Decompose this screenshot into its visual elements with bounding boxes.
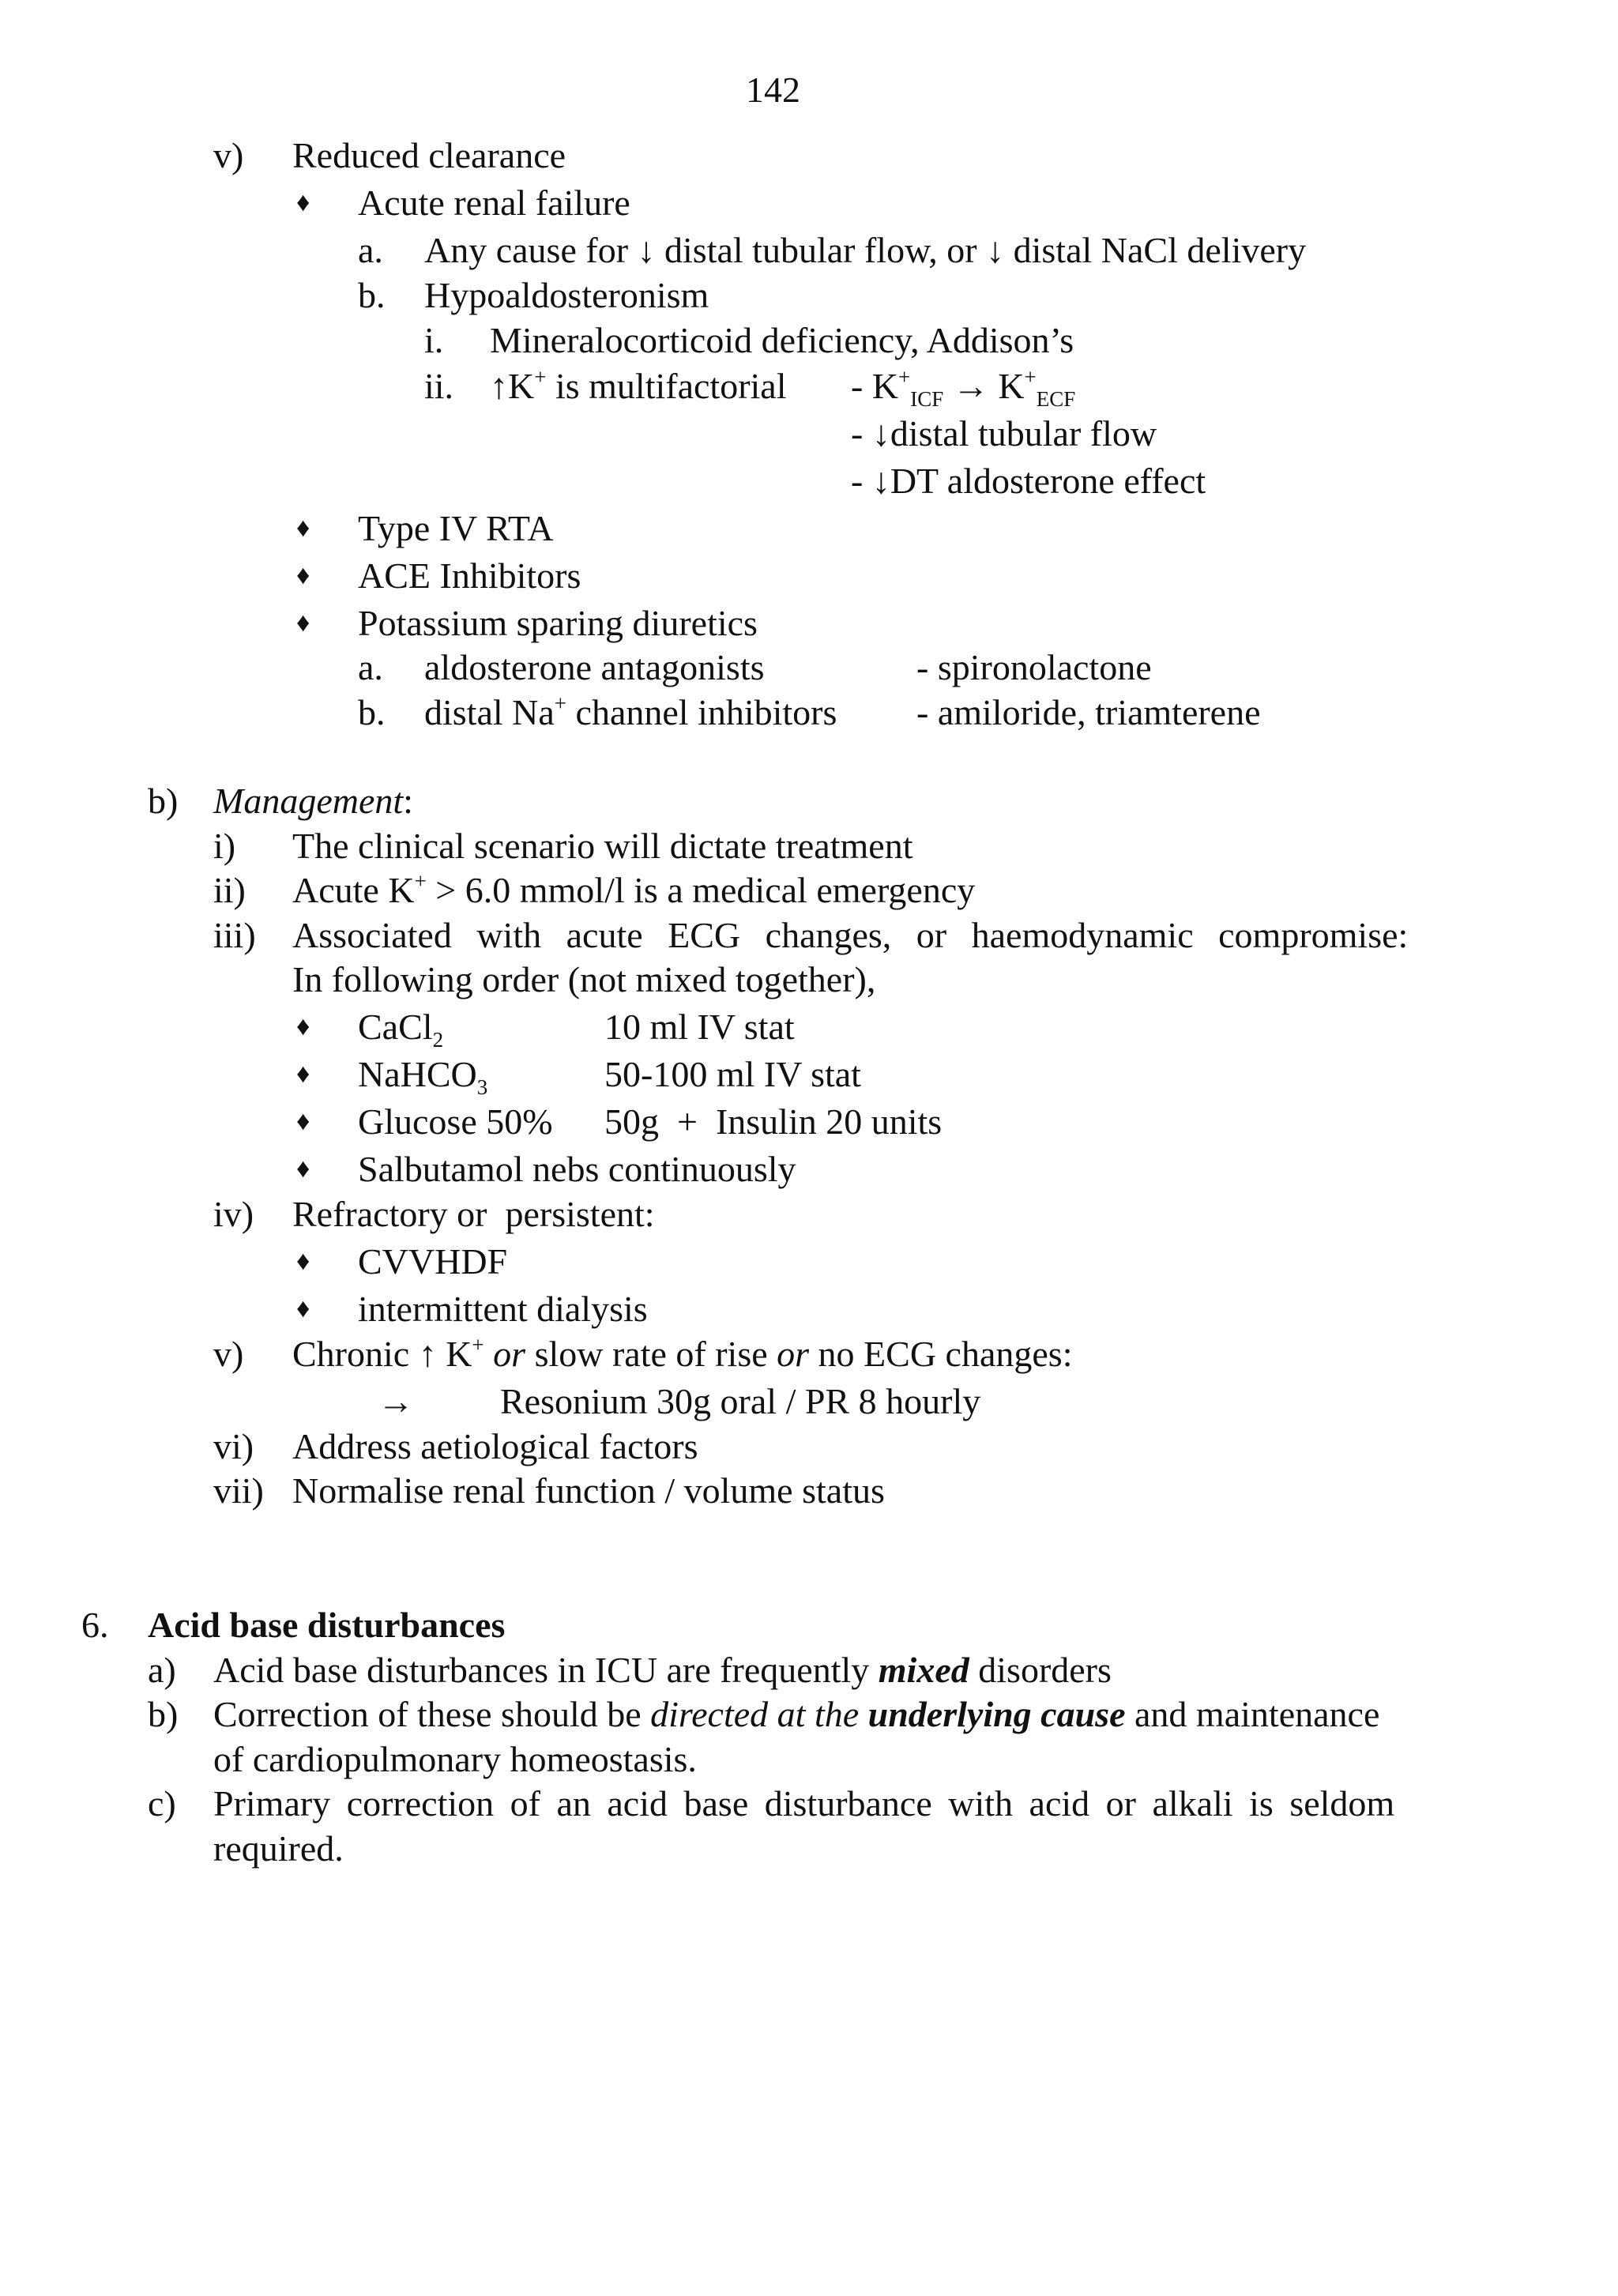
- drug-dose: 10 ml IV stat: [604, 1007, 795, 1047]
- list-item-text: Any cause for ↓ distal tubular flow, or ↓ distal NaCl delivery: [424, 230, 1307, 270]
- list-item-text: Reduced clearance: [292, 135, 566, 175]
- arrow-icon: →: [378, 1381, 414, 1421]
- list-item-text: Acid base disturbances in ICU are frequently mixed disorders: [213, 1650, 1112, 1690]
- list-item-text: Mineralocorticoid deficiency, Addison’s: [490, 320, 1074, 360]
- list-item-text: Acute K+ > 6.0 mmol/l is a medical emergency: [292, 869, 976, 910]
- list-number: vii): [213, 1470, 264, 1511]
- list-number: a.: [358, 230, 383, 270]
- list-item-text: Chronic ↑ K+ or slow rate of rise or no ECG changes:: [292, 1333, 1073, 1374]
- list-item-text: Potassium sparing diuretics: [358, 603, 758, 643]
- section-number: 6.: [81, 1605, 109, 1645]
- bullet-icon: ♦: [296, 608, 310, 638]
- list-item-text: Resonium 30g oral / PR 8 hourly: [500, 1381, 981, 1421]
- bullet-icon: ♦: [296, 1060, 310, 1089]
- list-item-text: Hypoaldosteronism: [424, 275, 709, 315]
- bullet-icon: ♦: [296, 1294, 310, 1323]
- list-letter: b): [148, 1694, 179, 1734]
- drug-dose: 50g + Insulin 20 units: [604, 1101, 943, 1142]
- section-heading: Acid base disturbances: [148, 1605, 506, 1645]
- drug-name: Glucose 50%: [358, 1101, 553, 1142]
- drug-name: CaCl$_2$: [358, 1007, 444, 1052]
- list-number: iv): [213, 1194, 254, 1234]
- drug-dose: 50-100 ml IV stat: [604, 1054, 861, 1094]
- list-item-text: aldosterone antagonists: [424, 647, 765, 687]
- list-number: i): [213, 826, 236, 866]
- list-number: i.: [424, 320, 444, 360]
- list-item-detail: - amiloride, triamterene: [916, 692, 1261, 732]
- bullet-icon: ♦: [296, 1012, 310, 1041]
- list-item-text: ACE Inhibitors: [358, 555, 581, 596]
- list-item-text: Address aetiological factors: [292, 1426, 698, 1466]
- list-item-text: intermittent dialysis: [358, 1289, 648, 1329]
- section-letter: b): [148, 781, 179, 821]
- list-number: ii.: [424, 366, 454, 406]
- list-item-text: Normalise renal function / volume status: [292, 1470, 885, 1511]
- drug-name: NaHCO$_3$: [358, 1054, 488, 1099]
- list-letter: c): [148, 1783, 176, 1824]
- list-letter: a): [148, 1650, 176, 1690]
- list-item-text: ↑K+ is multifactorial: [490, 365, 787, 406]
- list-number: b.: [358, 692, 386, 732]
- list-number: v): [213, 1334, 244, 1374]
- bullet-icon: ♦: [296, 561, 310, 590]
- list-item-text: required.: [213, 1828, 344, 1869]
- list-item-text: The clinical scenario will dictate treatment: [292, 826, 913, 866]
- list-number: a.: [358, 647, 383, 687]
- section-heading: Management:: [213, 781, 413, 821]
- list-item-text: Correction of these should be directed at the underlying cause and maintenance: [213, 1694, 1380, 1734]
- list-item-text: Refractory or persistent:: [292, 1194, 655, 1234]
- list-item-text: Associated with acute ECG changes, or haemodynamic compromise:: [292, 915, 1409, 955]
- list-number: b.: [358, 275, 386, 315]
- bullet-icon: ♦: [296, 1107, 310, 1136]
- list-item-text: Type IV RTA: [358, 508, 554, 548]
- list-item-text: CVVHDF: [358, 1241, 508, 1282]
- list-item-text: Salbutamol nebs continuously: [358, 1149, 796, 1189]
- bullet-icon: ♦: [296, 188, 310, 217]
- list-item-detail: - ↓DT aldosterone effect: [851, 461, 1206, 501]
- list-number: ii): [213, 870, 246, 910]
- list-item-text: Primary correction of an acid base disturbance with acid or alkali is seldom: [213, 1783, 1395, 1824]
- bullet-icon: ♦: [296, 1247, 310, 1276]
- list-item-text: distal Na+ channel inhibitors: [424, 691, 837, 732]
- list-item-detail: - ↓distal tubular flow: [851, 413, 1157, 454]
- list-item-text: of cardiopulmonary homeostasis.: [213, 1739, 697, 1779]
- list-item-text: In following order (not mixed together),: [292, 959, 876, 999]
- list-number: iii): [213, 915, 256, 955]
- list-number: vi): [213, 1426, 254, 1466]
- page-number: 142: [746, 70, 800, 110]
- list-number: v): [213, 135, 244, 175]
- bullet-icon: ♦: [296, 514, 310, 543]
- list-item-detail: - $K^+_{ICF} \to K^+_{ECF}$: [851, 365, 1076, 411]
- bullet-icon: ♦: [296, 1154, 310, 1184]
- list-item-detail: - spironolactone: [916, 647, 1152, 687]
- list-item-text: Acute renal failure: [358, 183, 630, 223]
